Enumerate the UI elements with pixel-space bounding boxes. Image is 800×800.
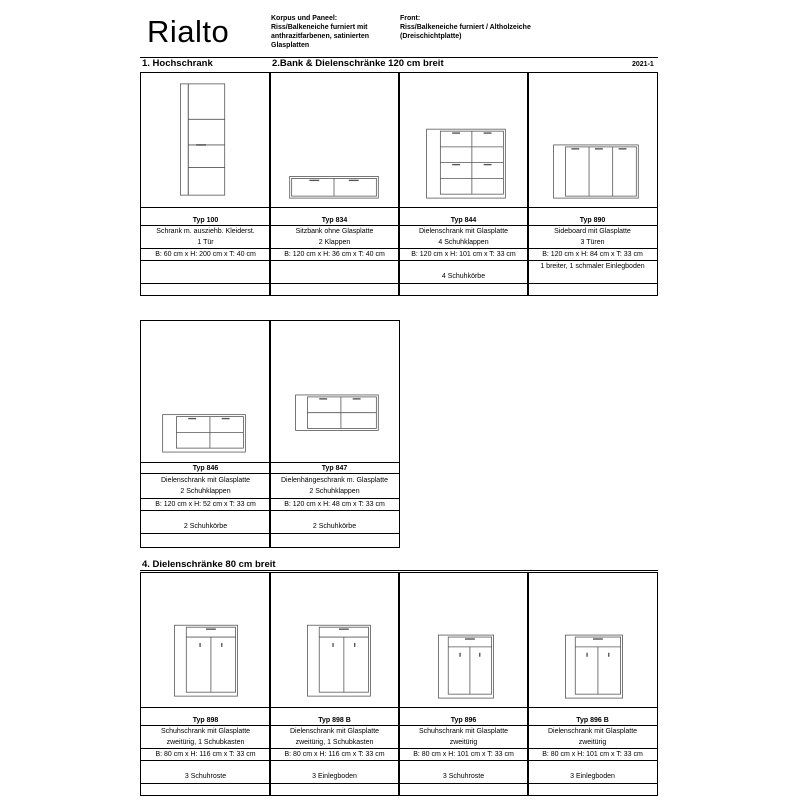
product-detail: zweitürig — [449, 739, 478, 746]
product-image-100 — [141, 73, 270, 208]
product-card-898 — [140, 572, 271, 796]
product-dims: B: 80 cm x H: 116 cm x T: 33 cm — [284, 751, 385, 758]
product-card-844 — [398, 72, 529, 296]
product-detail: zweitürig, 1 Schubkasten — [166, 739, 245, 746]
product-detail: 2 Schuhklappen — [309, 488, 360, 495]
product-card-896b — [527, 572, 658, 796]
front-info — [400, 14, 540, 41]
product-extra: 3 Schuhroste — [442, 773, 485, 780]
product-detail: 1 Tür — [197, 239, 214, 246]
product-extra: 2 Schuhkörbe — [183, 523, 228, 530]
product-type: Typ 896 — [450, 717, 477, 724]
product-desc: Schuhschrank mit Glasplatte — [160, 728, 251, 735]
front-text: Riss/Balkeneiche furniert / Altholzeiche (Dreischichtplatte) — [400, 24, 531, 40]
product-type: Typ 896 B — [576, 717, 609, 724]
korpus-label: Korpus und Paneel: — [271, 15, 338, 22]
product-dims: B: 80 cm x H: 101 cm x T: 33 cm — [542, 751, 643, 758]
korpus-info — [271, 14, 391, 50]
product-dims: B: 80 cm x H: 101 cm x T: 33 cm — [413, 751, 514, 758]
product-desc: Dielenschrank mit Glasplatte — [418, 228, 509, 235]
product-desc: Dielenschrank mit Glasplatte — [160, 477, 251, 484]
product-card-896 — [398, 572, 529, 796]
product-image-898 — [141, 573, 270, 708]
product-image-896 — [399, 573, 528, 708]
product-dims: B: 120 cm x H: 36 cm x T: 40 cm — [284, 251, 385, 258]
product-image-844 — [399, 73, 528, 208]
product-extra: 3 Schuhroste — [184, 773, 227, 780]
product-desc: Dielenschrank mit Glasplatte — [289, 728, 380, 735]
product-dims: B: 120 cm x H: 84 cm x T: 33 cm — [542, 251, 643, 258]
product-desc: Schrank m. ausziehb. Kleiderst. — [156, 228, 255, 235]
product-image-898b — [270, 573, 399, 708]
product-dims: B: 120 cm x H: 101 cm x T: 33 cm — [411, 251, 516, 258]
section-1-title: 1. Hochschrank — [142, 58, 213, 69]
product-type: Typ 846 — [192, 465, 219, 472]
product-extra: 3 Einlegboden — [312, 773, 357, 780]
product-type: Typ 890 — [579, 217, 606, 224]
product-extra: 1 breiter, 1 schmaler Einlegboden — [540, 263, 645, 270]
product-card-100 — [140, 72, 271, 296]
korpus-text: Riss/Balkeneiche furniert mit anthrazitfarbenen, satinierten Glasplatten — [271, 24, 370, 49]
product-desc: Dielenhängeschrank m. Glasplatte — [280, 477, 388, 484]
product-detail: 2 Klappen — [318, 239, 351, 246]
section-2-title: 2.Bank & Dielenschränke 120 cm breit — [272, 58, 444, 69]
product-extra: 2 Schuhkörbe — [312, 523, 357, 530]
product-image-896b — [528, 573, 657, 708]
product-detail: zweitürig — [578, 739, 607, 746]
product-extra: 3 Einlegboden — [570, 773, 615, 780]
product-image-890 — [528, 73, 657, 208]
product-dims: B: 120 cm x H: 52 cm x T: 33 cm — [155, 501, 256, 508]
brand-title: Rialto — [147, 14, 230, 49]
catalog-code: 2021-1 — [632, 61, 654, 68]
product-extra: 4 Schuhkörbe — [441, 273, 486, 280]
product-card-898b — [269, 572, 400, 796]
product-detail: zweitürig, 1 Schubkasten — [295, 739, 374, 746]
product-image-847 — [270, 321, 399, 463]
product-desc: Sideboard mit Glasplatte — [554, 228, 631, 235]
product-dims: B: 120 cm x H: 48 cm x T: 33 cm — [284, 501, 385, 508]
section-rule-4 — [140, 570, 658, 571]
product-image-834 — [270, 73, 399, 208]
product-type: Typ 847 — [321, 465, 348, 472]
product-card-890 — [527, 72, 658, 296]
product-desc: Schuhschrank mit Glasplatte — [418, 728, 509, 735]
product-desc: Sitzbank ohne Glasplatte — [295, 228, 374, 235]
section-4-title: 4. Dielenschränke 80 cm breit — [142, 559, 276, 570]
front-label: Front: — [400, 15, 421, 22]
product-desc: Dielenschrank mit Glasplatte — [547, 728, 638, 735]
product-type: Typ 100 — [192, 217, 219, 224]
product-type: Typ 844 — [450, 217, 477, 224]
product-detail: 4 Schuhklappen — [438, 239, 489, 246]
product-image-846 — [141, 321, 270, 463]
product-detail: 2 Schuhklappen — [180, 488, 231, 495]
product-detail: 3 Türen — [580, 239, 605, 246]
product-type: Typ 898 — [192, 717, 219, 724]
product-type: Typ 898 B — [318, 717, 351, 724]
product-card-846 — [140, 320, 271, 548]
product-type: Typ 834 — [321, 217, 348, 224]
product-card-834 — [269, 72, 400, 296]
product-dims: B: 60 cm x H: 200 cm x T: 40 cm — [155, 251, 256, 258]
product-card-847 — [269, 320, 400, 548]
product-dims: B: 80 cm x H: 116 cm x T: 33 cm — [155, 751, 256, 758]
